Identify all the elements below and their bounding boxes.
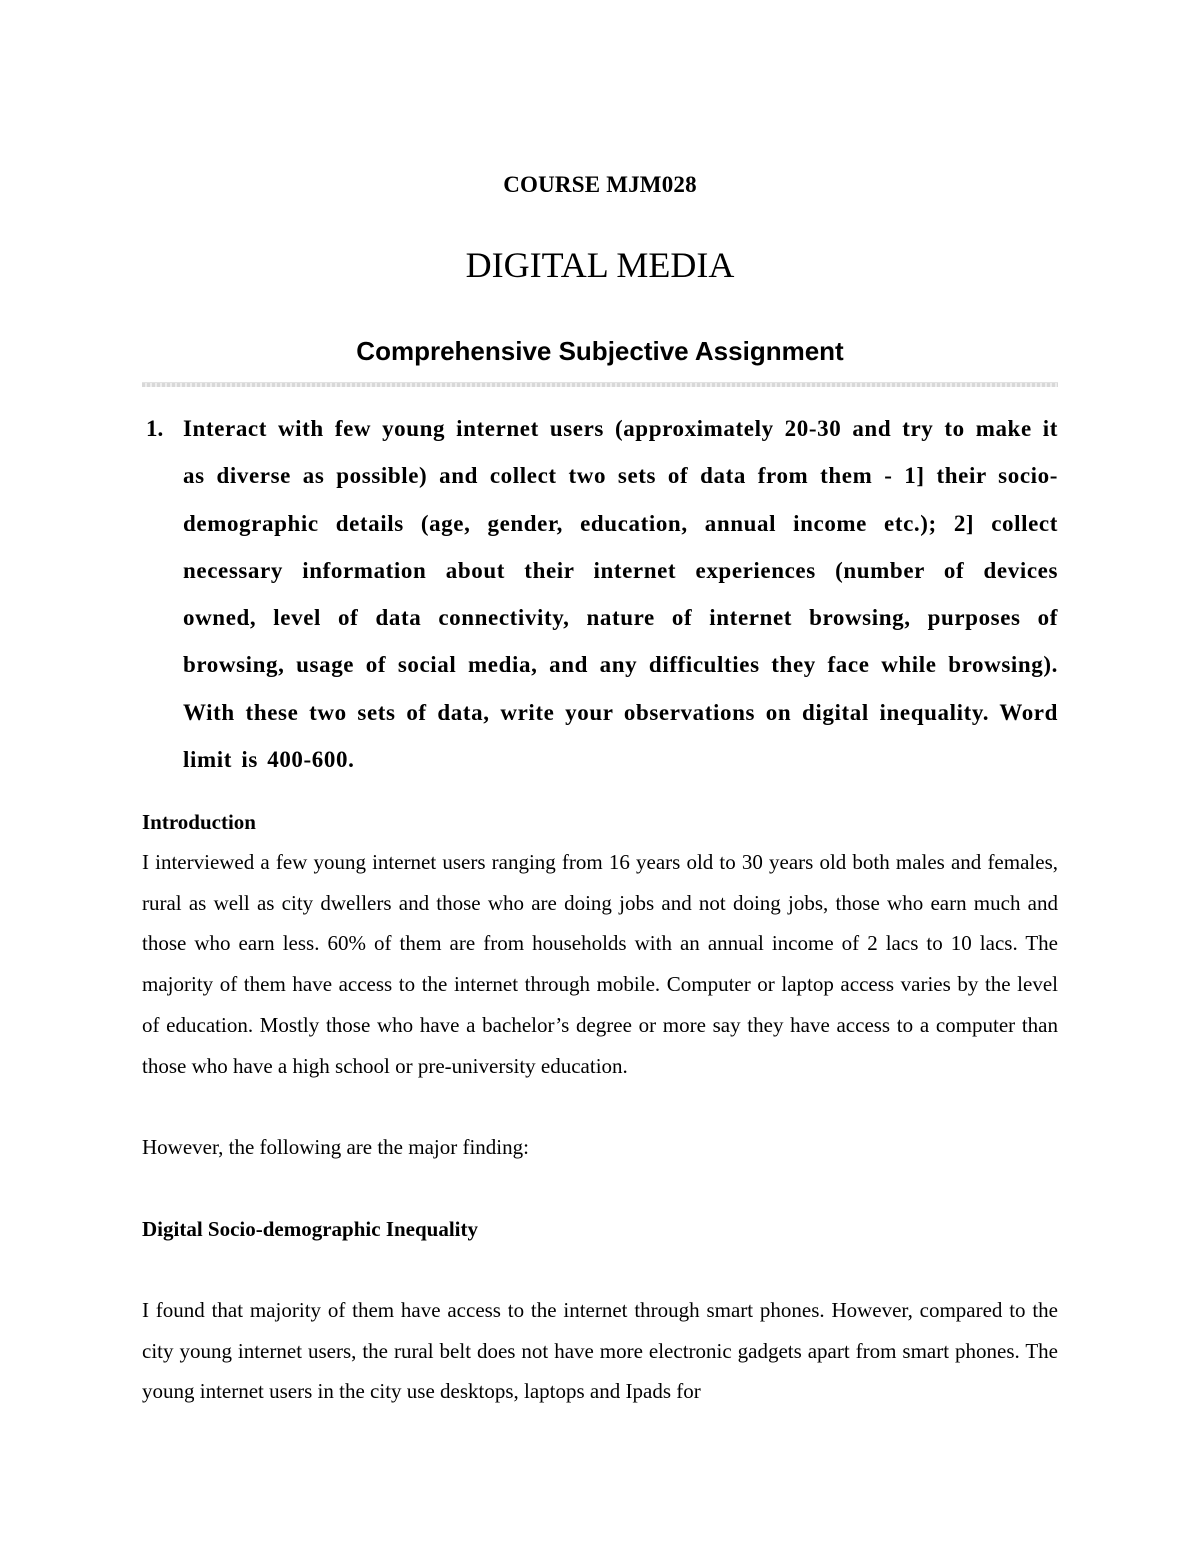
introduction-paragraph: I interviewed a few young internet users ranging from 16 years old to 30 years old both males and females, rural as well as city dwellers and those who are doing jobs and not doing jobs, those who earn much and those who earn less. 60% of them are from households with an annual income of 2 lacs to 10 lacs. The majority of them have access to the internet through mobile. Computer or laptop access varies by the level of education. Mostly those who have a bachelor’s degree or more say they have access to a computer than those who have a high school or pre-university education. [142, 850, 1058, 1078]
assignment-title: Comprehensive Subjective Assignment [356, 336, 844, 366]
introduction-heading: Introduction [142, 810, 256, 834]
course-code: COURSE MJM028 [503, 172, 697, 197]
question-number: 1. [146, 416, 164, 441]
subject-title: DIGITAL MEDIA [465, 245, 735, 285]
horizontal-rule [142, 382, 1058, 387]
findings-intro-line: However, the following are the major finding: [142, 1135, 529, 1159]
question-item [142, 405, 1058, 783]
section-paragraph: I found that majority of them have access to the internet through smart phones. However, compared to the city young internet users, the rural belt does not have more electronic gadgets apart from smart phones. The young internet users in the city use desktops, laptops and Ipads for [142, 1298, 1058, 1404]
section-heading: Digital Socio-demographic Inequality [142, 1217, 479, 1241]
question-text: Interact with few young internet users (approximately 20-30 and try to make it as diverse as possible) and collect two sets of data from them - 1] their socio-demographic details (age, gender, education, annual income etc.); 2] collect necessary information about their internet experiences (number of devices owned, level of data connectivity, nature of internet browsing, purposes of browsing, usage of social media, and any difficulties they face while browsing). With these two sets of data, write your observations on digital inequality. Word limit is 400-600. [183, 416, 1058, 773]
